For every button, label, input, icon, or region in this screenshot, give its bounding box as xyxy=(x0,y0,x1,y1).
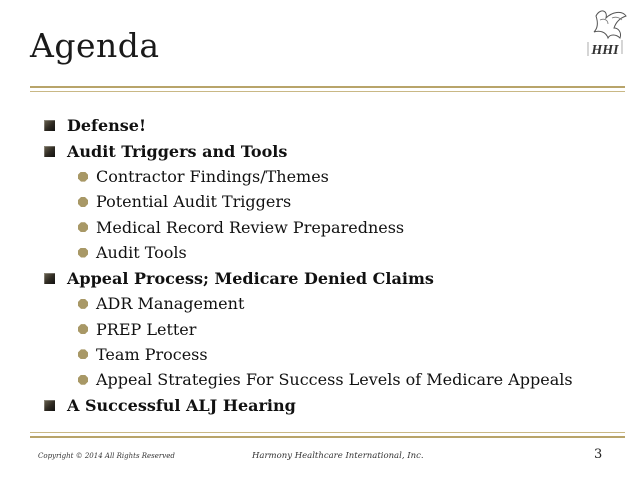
sub-bullet-text: ADR Management xyxy=(96,294,245,314)
bullet-text: Audit Triggers and Tools xyxy=(67,141,288,161)
sub-bullet-item xyxy=(78,189,624,214)
octagon-bullet-icon xyxy=(78,349,88,359)
octagon-bullet-icon xyxy=(78,299,88,309)
octagon-bullet-icon xyxy=(78,248,88,258)
bullet-list xyxy=(44,112,624,418)
sub-bullet-text: Appeal Strategies For Success Levels of Medicare Appeals xyxy=(96,370,573,390)
sub-bullet-item xyxy=(78,291,624,316)
sub-bullet-text: Potential Audit Triggers xyxy=(96,192,292,212)
sub-bullet-item xyxy=(78,342,624,367)
top-rule xyxy=(30,86,625,88)
slide-title: Agenda xyxy=(30,26,160,65)
top-rule-thin xyxy=(30,91,625,92)
bullet-item xyxy=(44,112,624,138)
octagon-bullet-icon xyxy=(78,375,88,385)
page-number: 3 xyxy=(594,447,603,462)
sub-bullet-text: Team Process xyxy=(96,344,208,364)
sub-bullet-text: Contractor Findings/Themes xyxy=(96,167,329,187)
octagon-bullet-icon xyxy=(78,197,88,207)
square-bullet-icon xyxy=(44,146,55,157)
bottom-rule-thin xyxy=(30,432,625,433)
logo-text: HHI xyxy=(591,43,619,58)
square-bullet-icon xyxy=(44,400,55,411)
bullet-item xyxy=(44,138,624,164)
square-bullet-icon xyxy=(44,120,55,131)
dove-logo-icon xyxy=(578,6,632,68)
sub-bullet-item xyxy=(78,240,624,265)
sub-bullet-item xyxy=(78,367,624,392)
bottom-rule xyxy=(30,436,625,438)
octagon-bullet-icon xyxy=(78,324,88,334)
octagon-bullet-icon xyxy=(78,222,88,232)
octagon-bullet-icon xyxy=(78,172,88,182)
bullet-text: A Successful ALJ Hearing xyxy=(67,395,296,415)
bullet-text: Appeal Process; Medicare Denied Claims xyxy=(67,268,434,288)
bullet-text: Defense! xyxy=(67,115,146,135)
sub-bullet-item xyxy=(78,215,624,240)
sub-bullet-text: PREP Letter xyxy=(96,319,197,339)
sub-bullet-item xyxy=(78,164,624,189)
sub-bullet-item xyxy=(78,316,624,341)
footer-company: Harmony Healthcare International, Inc. xyxy=(252,451,424,461)
sub-bullet-text: Medical Record Review Preparedness xyxy=(96,217,405,237)
square-bullet-icon xyxy=(44,273,55,284)
sub-bullet-text: Audit Tools xyxy=(96,243,187,263)
bullet-item xyxy=(44,392,624,418)
footer-copyright: Copyright © 2014 All Rights Reserved xyxy=(38,452,175,460)
bullet-item xyxy=(44,265,624,291)
